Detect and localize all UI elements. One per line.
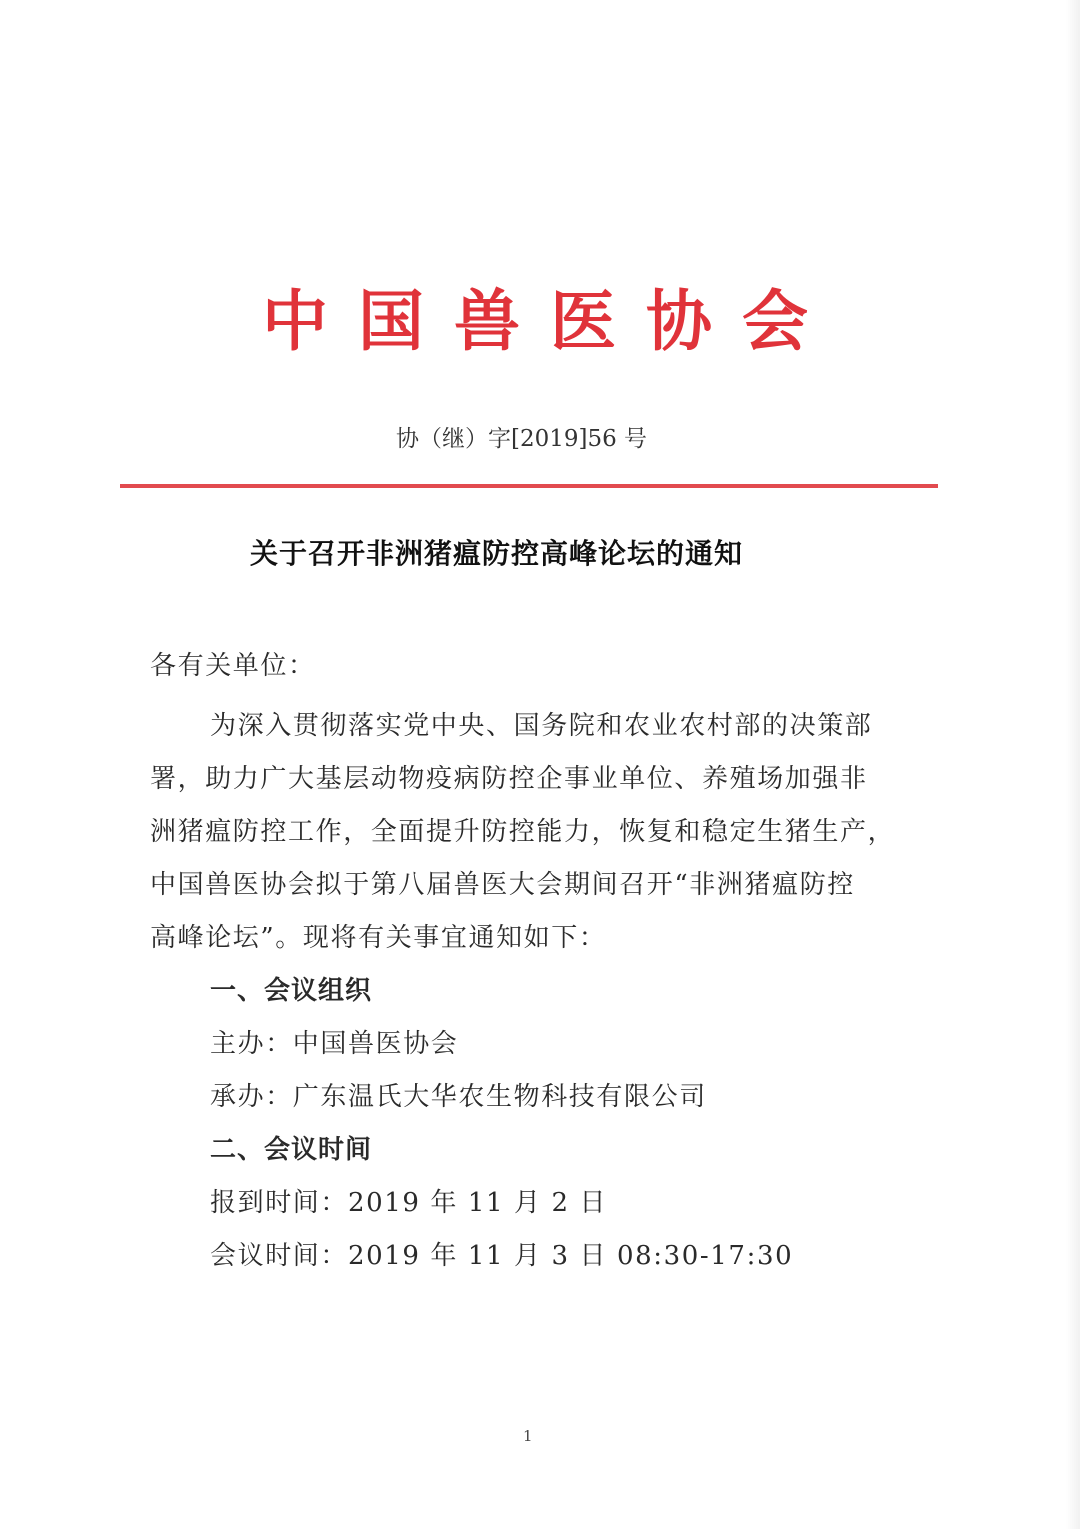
document-number: 协（继）字[2019]56 号 <box>396 426 648 452</box>
paragraph-line: 高峰论坛”。现将有关事宜通知如下： <box>150 923 607 953</box>
organization-letterhead: 中国兽医协会 <box>262 282 838 360</box>
paragraph-line: 为深入贯彻落实党中央、国务院和农业农村部的决策部 <box>210 711 873 741</box>
section-heading: 二、会议时间 <box>210 1135 373 1165</box>
salutation: 各有关单位： <box>150 651 316 681</box>
section-item: 报到时间：2019 年 11 月 2 日 <box>210 1188 608 1218</box>
section-item: 会议时间：2019 年 11 月 3 日 08:30-17:30 <box>210 1241 794 1271</box>
section-item: 主办：中国兽医协会 <box>210 1029 459 1059</box>
page-edge-shadow <box>1066 0 1080 1529</box>
paragraph-line: 署，助力广大基层动物疫病防控企事业单位、养殖场加强非 <box>150 764 868 794</box>
red-divider <box>120 484 938 488</box>
section-item: 承办：广东温氏大华农生物科技有限公司 <box>210 1082 707 1112</box>
paragraph-line: 中国兽医协会拟于第八届兽医大会期间召开“非洲猪瘟防控 <box>150 870 855 900</box>
page-number: 1 <box>523 1427 533 1445</box>
paragraph-line: 洲猪瘟防控工作，全面提升防控能力，恢复和稳定生猪生产， <box>150 817 896 847</box>
section-heading: 一、会议组织 <box>210 976 373 1006</box>
document-title: 关于召开非洲猪瘟防控高峰论坛的通知 <box>250 537 744 570</box>
